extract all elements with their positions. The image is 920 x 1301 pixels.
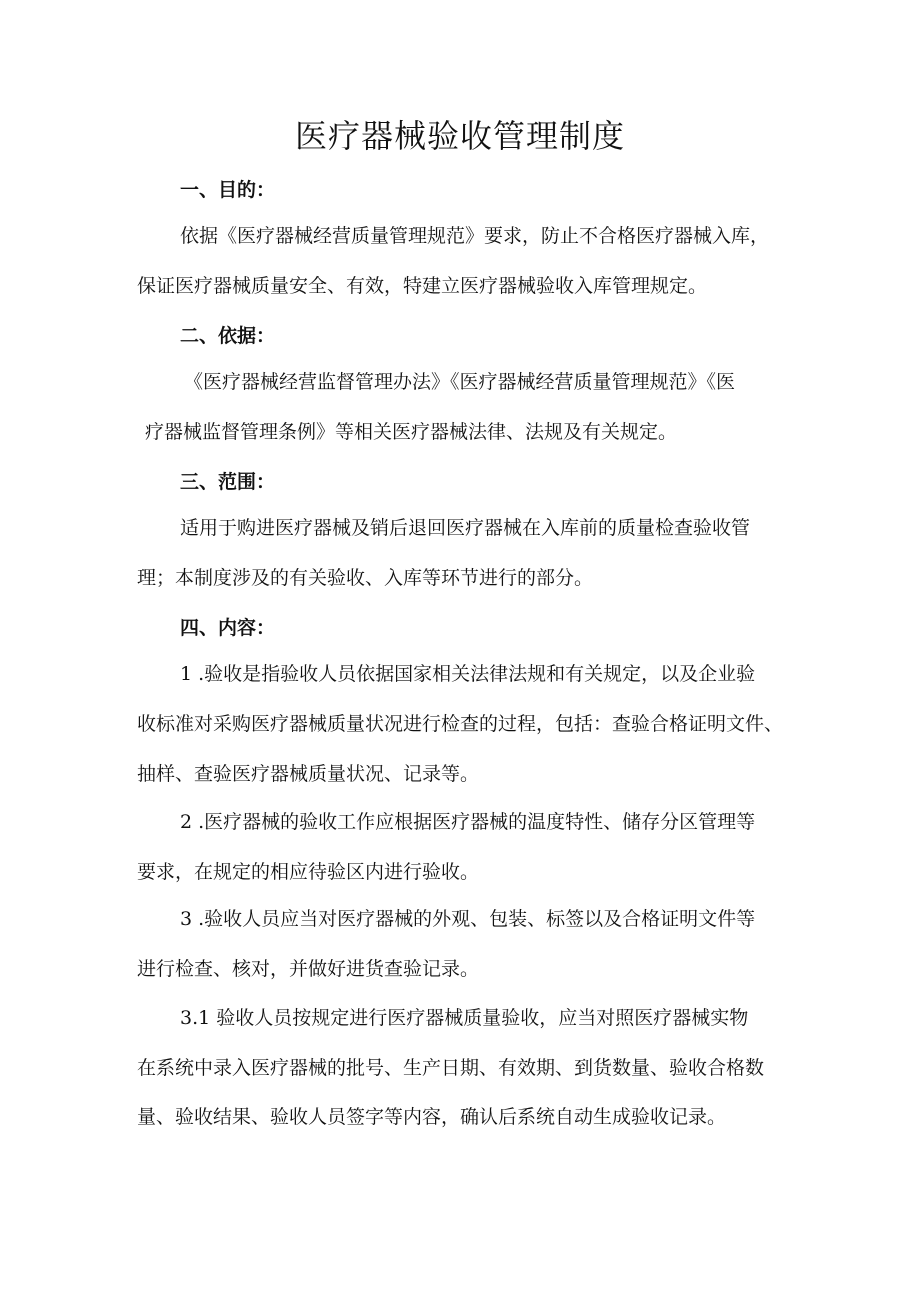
section-basis-line-2: 疗器械监督管理条例》等相关医疗器械法律、法规及有关规定。 [145,421,678,443]
item-3-line-1: 3 .验收人员应当对医疗器械的外观、包装、标签以及合格证明文件等 [180,908,756,930]
item-1-line-2: 收标准对采购医疗器械质量状况进行检查的过程，包括：查验合格证明文件、 [137,713,784,735]
item-1-line-1: 1 .验收是指验收人员依据国家相关法律法规和有关规定，以及企业验 [180,663,756,685]
section-purpose-line-2: 保证医疗器械质量安全、有效，特建立医疗器械验收入库管理规定。 [137,275,708,297]
item-2-line-2: 要求，在规定的相应待验区内进行验收。 [137,861,480,883]
section-heading-content: 四、内容： [180,617,276,639]
document-title: 医疗器械验收管理制度 [294,117,625,155]
section-scope-line-2: 理；本制度涉及的有关验收、入库等环节进行的部分。 [137,567,594,589]
section-heading-basis: 二、依据： [180,325,276,347]
item-3-1-line-3: 量、验收结果、验收人员签字等内容，确认后系统自动生成验收记录。 [137,1106,727,1128]
item-3-line-2: 进行检查、核对，并做好进货查验记录。 [137,958,480,980]
item-3-1-line-1: 3.1 验收人员按规定进行医疗器械质量验收，应当对照医疗器械实物 [180,1007,749,1029]
section-heading-scope: 三、范围： [180,471,276,493]
section-purpose-line-1: 依据《医疗器械经营质量管理规范》要求，防止不合格医疗器械入库， [180,225,770,247]
item-1-line-3: 抽样、查验医疗器械质量状况、记录等。 [137,763,480,785]
section-scope-line-1: 适用于购进医疗器械及销后退回医疗器械在入库前的质量检查验收管 [180,517,751,539]
section-heading-purpose: 一、目的： [180,179,276,201]
item-2-line-1: 2 .医疗器械的验收工作应根据医疗器械的温度特性、储存分区管理等 [180,811,756,833]
item-3-1-line-2: 在系统中录入医疗器械的批号、生产日期、有效期、到货数量、验收合格数 [137,1057,765,1079]
section-basis-line-1: 《医疗器械经营监督管理办法》《医疗器械经营质量管理规范》《医 [184,371,736,393]
